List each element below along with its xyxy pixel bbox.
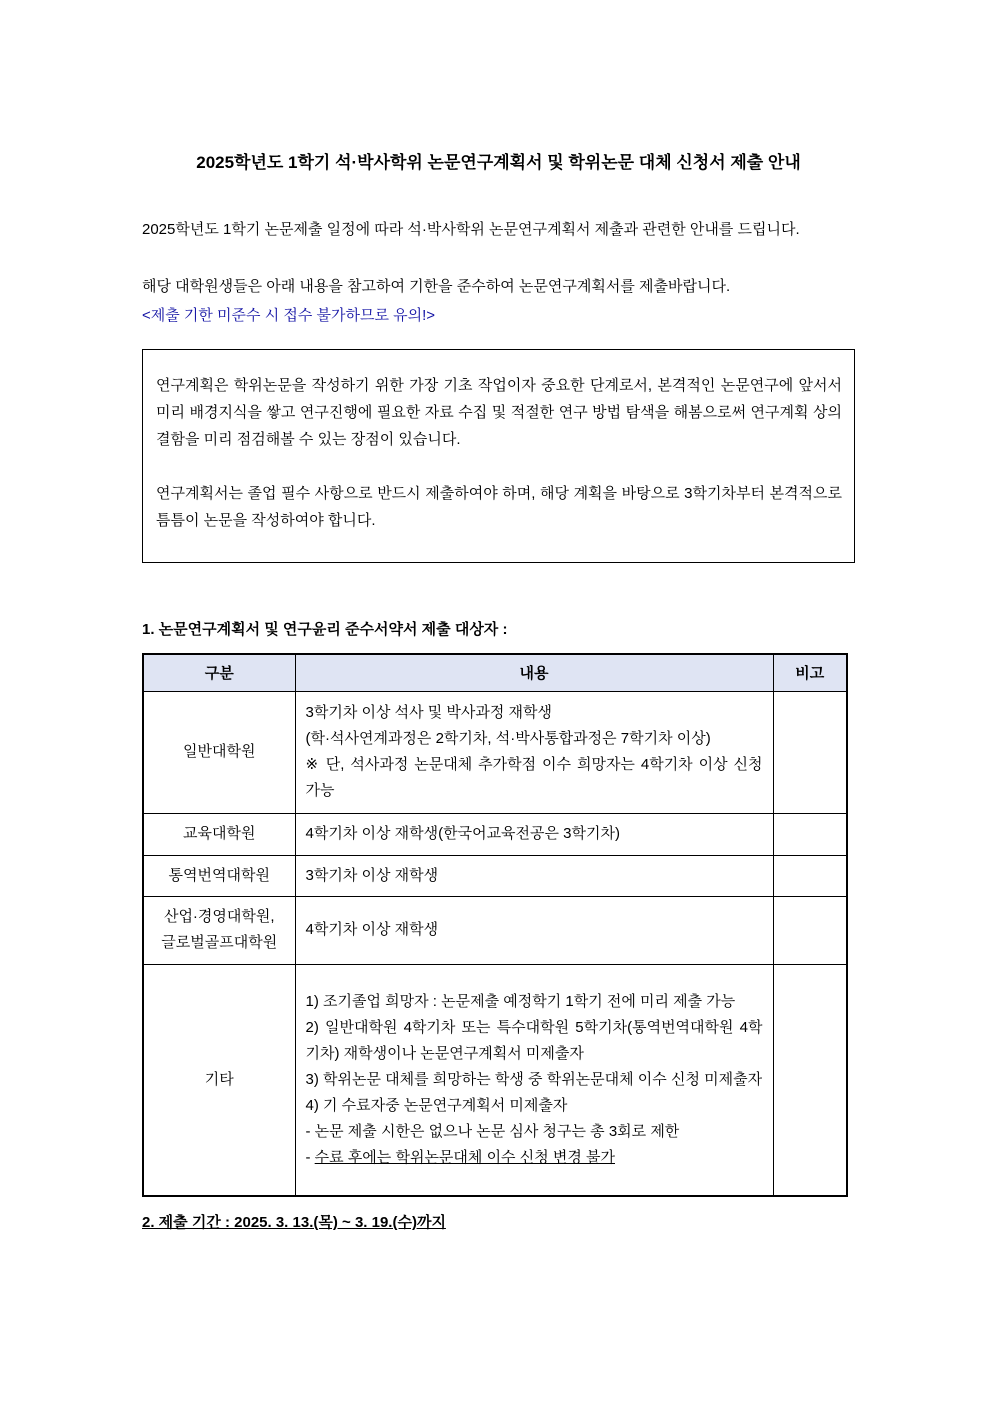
category-cell [143, 813, 295, 855]
category-label: 통역번역대학원 [168, 866, 270, 884]
category-label: 일반대학원 [183, 743, 256, 760]
note-cell [773, 813, 847, 855]
table-row-general-graduate-school [143, 691, 847, 813]
content-cell [295, 964, 773, 1196]
content-cell [295, 896, 773, 964]
category-cell [143, 964, 295, 1196]
content-line: ※ 단, 석사과정 논문대체 추가학점 이수 희망자는 4학기차 이상 신청 가능 [305, 756, 763, 799]
category-label: 교육대학원 [183, 825, 256, 842]
content-line: 1) 조기졸업 희망자 : 논문제출 예정학기 1학기 전에 미리 제출 가능 [305, 992, 736, 1010]
content-line: (학·석사연계과정은 2학기차, 석·박사통합과정은 7학기차 이상) [305, 730, 711, 747]
table-row-etc [143, 964, 847, 1196]
content-cell [295, 855, 773, 896]
note-cell [773, 691, 847, 813]
content-line-underlined [306, 1145, 763, 1171]
note-cell [773, 855, 847, 896]
info-box-paragraph-1: 연구계획은 학위논문을 작성하기 위한 가장 기초 작업이자 중요한 단계로서, 본격적인 논문연구에 앞서서 미리 배경지식을 쌓고 연구진행에 필요한 자료 수집 및 적절한 연구 방법 탐색을 해봄으로써 연구계획 상의 결함을 미리 점검해볼 수 있는 장점이 있습니다. [156, 377, 842, 448]
notice-paragraph: 해당 대학원생들은 아래 내용을 참고하여 기한을 준수하여 논문연구계획서를 제출바랍니다. [142, 278, 731, 295]
category-cell [143, 855, 295, 896]
column-header-category: 구분 [143, 654, 295, 691]
table-row-education-graduate-school [143, 813, 847, 855]
content-line: 2) 일반대학원 4학기차 또는 특수대학원 5학기차(통역번역대학원 4학기차) 재학생이나 논문연구계획서 미제출자 [305, 1018, 763, 1062]
content-line: 3학기차 이상 재학생 [305, 866, 439, 884]
section-1-heading: 1. 논문연구계획서 및 연구윤리 준수서약서 제출 대상자 : [142, 621, 508, 638]
table-row-interpretation-translation-graduate-school [143, 855, 847, 896]
research-plan-info-box [142, 349, 855, 563]
content-cell [295, 691, 773, 813]
content-line: 3학기차 이상 석사 및 박사과정 재학생 [305, 704, 553, 721]
category-label: 산업·경영대학원, [163, 908, 275, 925]
underlined-note-text: 수료 후에는 학위논문대체 이수 신청 변경 불가 [314, 1148, 615, 1166]
submission-targets-table [142, 653, 848, 1197]
category-cell [143, 896, 295, 964]
info-box-paragraph-2: 연구계획서는 졸업 필수 사항으로 반드시 제출하여야 하며, 해당 계획을 바탕으로 3학기차부터 본격적으로 틈틈이 논문을 작성하여야 합니다. [156, 485, 842, 529]
deadline-warning-text: <제출 기한 미준수 시 접수 불가하므로 유의!> [142, 307, 436, 324]
category-label: 기타 [204, 1070, 234, 1088]
note-cell [773, 896, 847, 964]
content-line: - 논문 제출 시한은 없으나 논문 심사 청구는 총 3회로 제한 [305, 1122, 680, 1140]
section-2-heading: 2. 제출 기간 : 2025. 3. 13.(목) ~ 3. 19.(수)까지 [142, 1214, 446, 1231]
table-row-industry-management-golf-graduate-school [143, 896, 847, 964]
column-header-content: 내용 [295, 654, 773, 691]
content-line: 4학기차 이상 재학생(한국어교육전공은 3학기차) [305, 825, 620, 842]
column-header-note: 비고 [773, 654, 847, 691]
note-cell [773, 964, 847, 1196]
category-cell [143, 691, 295, 813]
category-label: 글로벌골프대학원 [161, 934, 278, 951]
content-line: 3) 학위논문 대체를 희망하는 학생 중 학위논문대체 이수 신청 미제출자 [305, 1070, 763, 1088]
content-line: 4학기차 이상 재학생 [305, 921, 439, 938]
dash-prefix: - [305, 1148, 315, 1166]
document-title: 2025학년도 1학기 석·박사학위 논문연구계획서 및 학위논문 대체 신청서 제출 안내 [196, 153, 801, 172]
content-line: 4) 기 수료자중 논문연구계획서 미제출자 [305, 1096, 568, 1114]
intro-paragraph: 2025학년도 1학기 논문제출 일정에 따라 석·박사학위 논문연구계획서 제출과 관련한 안내를 드립니다. [142, 221, 800, 238]
table-header-row [143, 654, 847, 691]
content-cell [295, 813, 773, 855]
